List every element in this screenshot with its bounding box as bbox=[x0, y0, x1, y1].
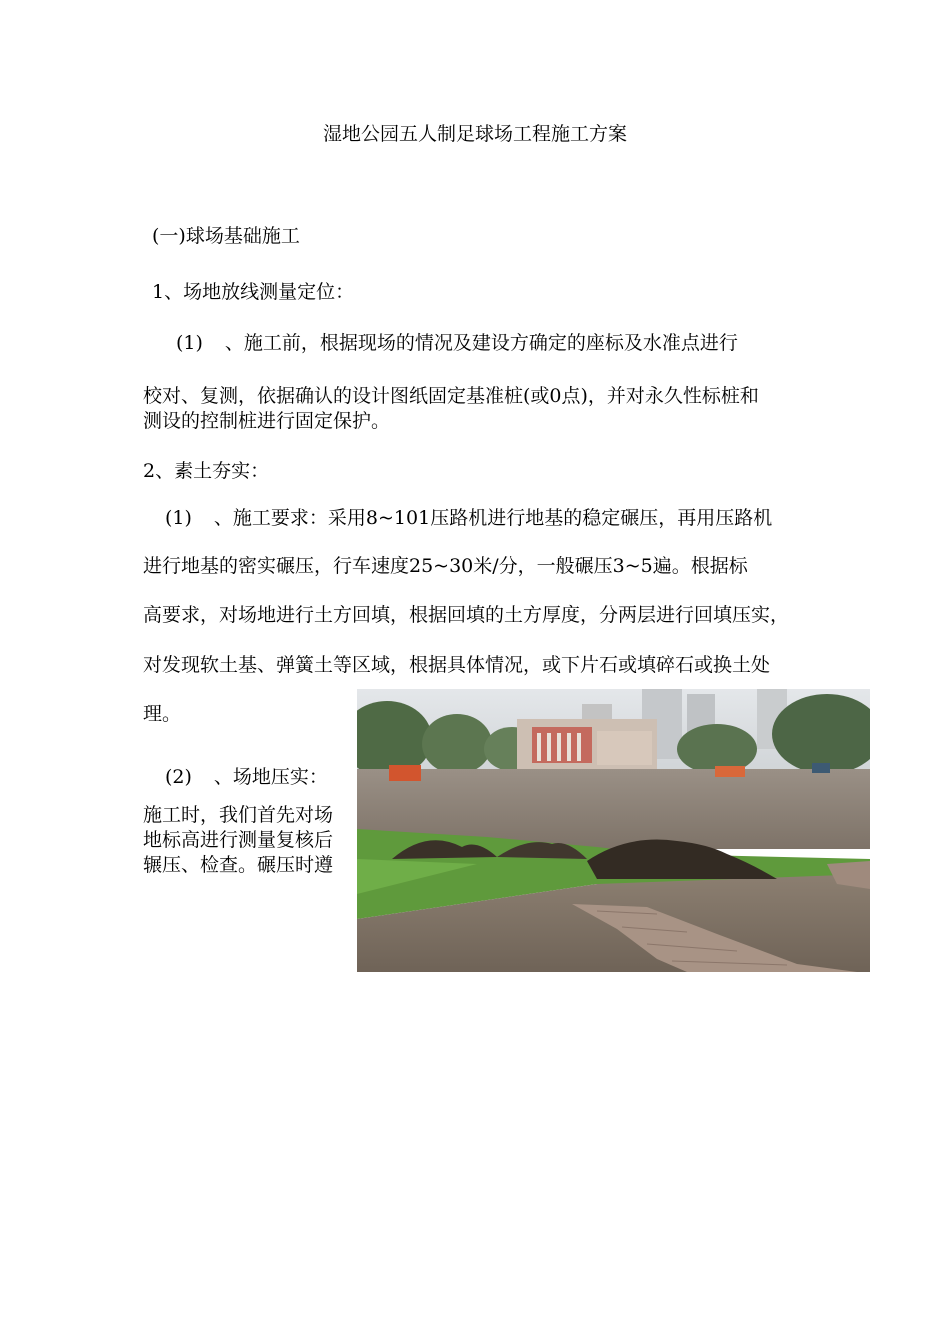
paragraph-text: 、施工要求：采用8~101压路机进行地基的稳定碾压，再用压路机 bbox=[213, 507, 773, 529]
tree bbox=[422, 714, 492, 774]
paragraph-lead bbox=[165, 768, 328, 787]
paragraph-text: 、场地压实： bbox=[213, 766, 328, 788]
paragraph-line: 理。 bbox=[143, 703, 182, 725]
paragraph-number: (1) bbox=[165, 507, 192, 529]
paragraph-line: 校对、复测，依据确认的设计图纸固定基准桩(或0点)，并对永久性标桩和 bbox=[143, 385, 759, 407]
construction-site-photo bbox=[357, 689, 870, 972]
paragraph-line: 高要求，对场地进行土方回填，根据回填的土方厚度，分两层进行回填压实， bbox=[143, 604, 790, 626]
paragraph-line: 测设的控制桩进行固定保护。 bbox=[143, 410, 391, 432]
item-heading-1: 1、场地放线测量定位： bbox=[152, 281, 355, 303]
container bbox=[715, 766, 745, 777]
paragraph-lead bbox=[165, 509, 772, 528]
document-title: 湿地公园五人制足球场工程施工方案 bbox=[322, 123, 627, 145]
item-heading-2: 2、素土夯实： bbox=[143, 460, 270, 482]
paragraph-text: 、施工前，根据现场的情况及建设方确定的座标及水准点进行 bbox=[224, 332, 738, 354]
paragraph-lead bbox=[176, 334, 738, 353]
paragraph-number: (2) bbox=[165, 766, 192, 788]
building bbox=[597, 731, 652, 765]
paragraph-line: 辗压、检查。碾压时遵 bbox=[143, 854, 334, 876]
container bbox=[389, 765, 421, 781]
paragraph-line: 地标高进行测量复核后 bbox=[143, 829, 334, 851]
paragraph-line: 进行地基的密实碾压，行车速度25~30米/分，一般碾压3~5遍。根据标 bbox=[143, 555, 748, 577]
vehicle bbox=[812, 763, 830, 773]
paragraph-line: 施工时，我们首先对场 bbox=[143, 804, 334, 826]
section-heading: (一)球场基础施工 bbox=[152, 225, 300, 247]
paragraph-number: (1) bbox=[176, 332, 203, 354]
paragraph-line: 对发现软土基、弹簧土等区域，根据具体情况，或下片石或填碎石或换土处 bbox=[143, 654, 771, 676]
